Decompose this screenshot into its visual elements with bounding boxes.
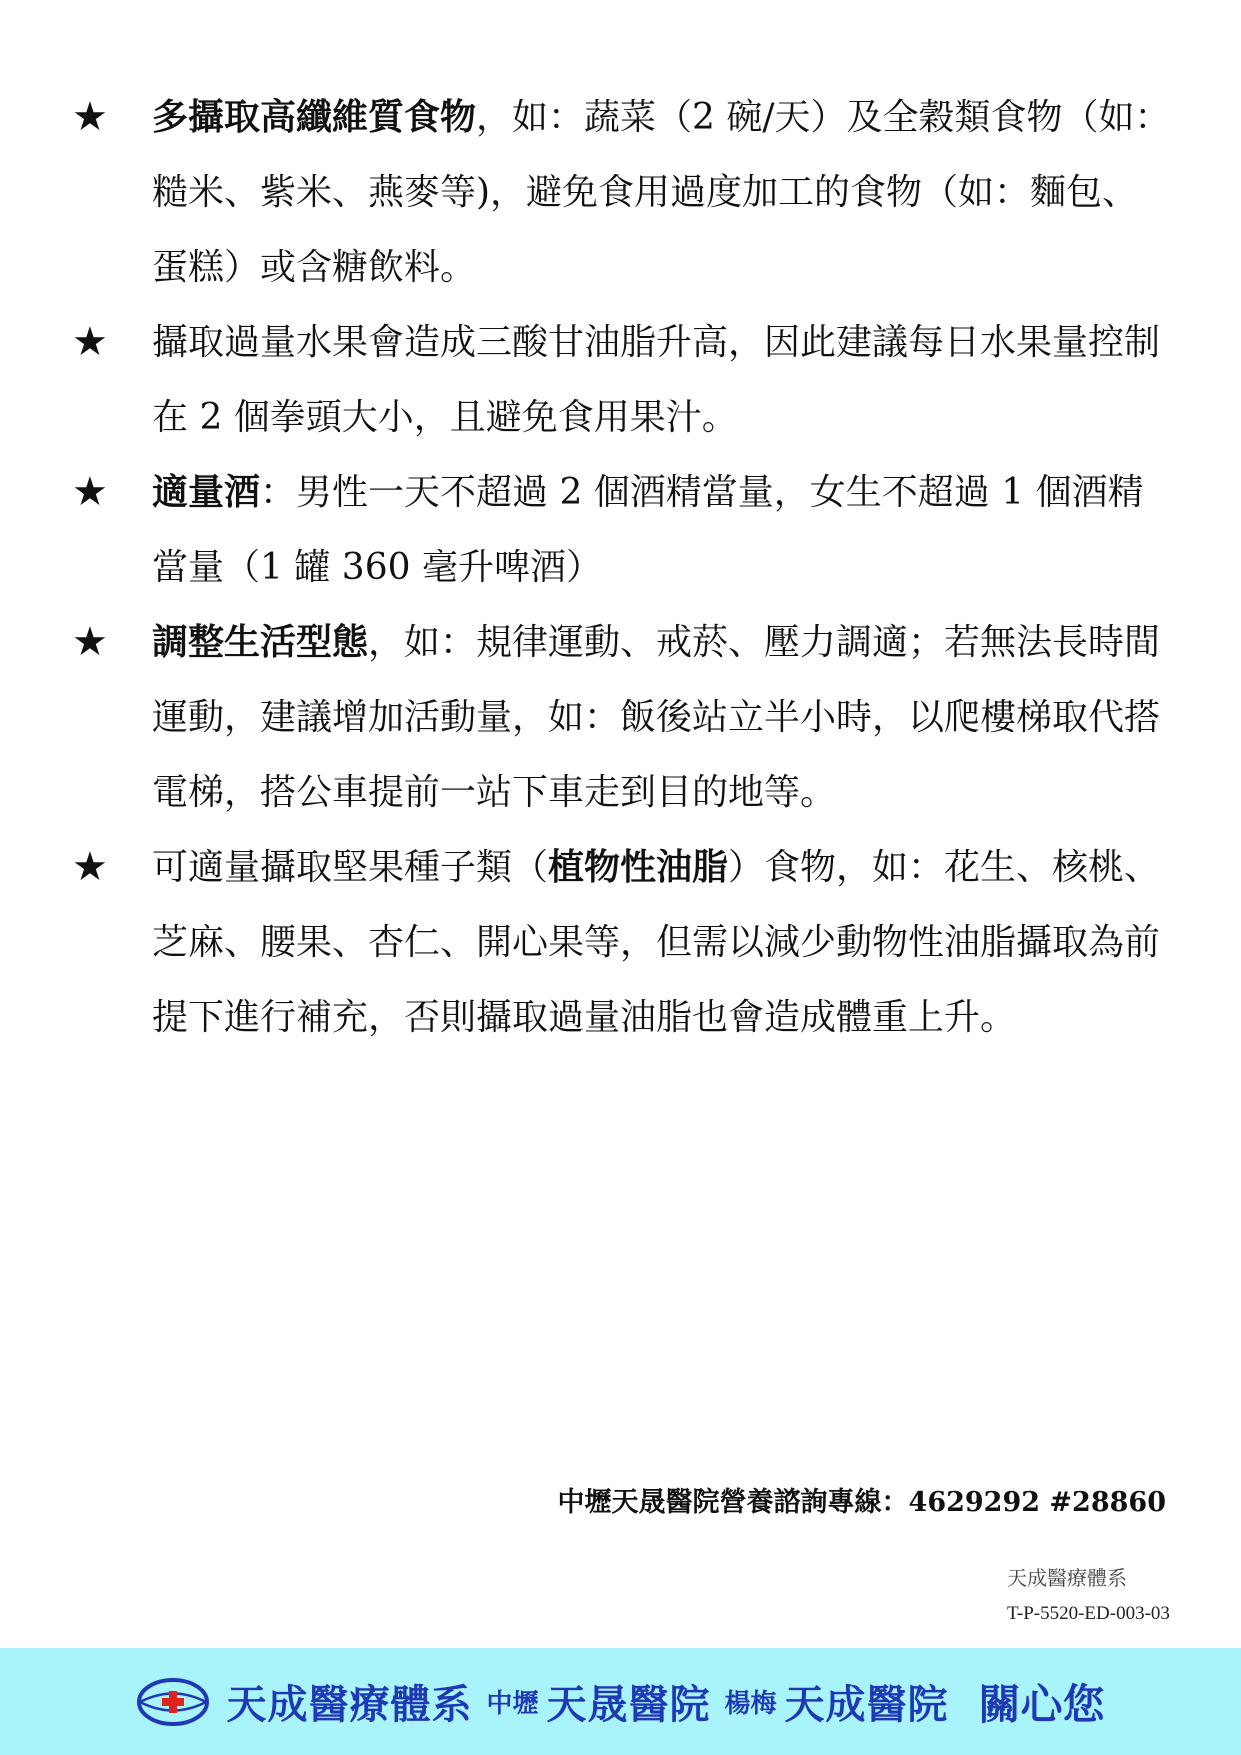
footer-hospital-1: 天晟醫院 [546,1682,711,1728]
star-icon: ★ [72,94,108,140]
star-icon: ★ [72,469,108,515]
advice-text: ）食物，如：花生、核桃、芝麻、腰果、杏仁、開心果等，但需以減少動物性油脂攝取為前提下進行補充，否則攝取過量油脂也會造成體重上升。 [152,847,1161,1038]
advice-list [72,80,1172,1055]
star-icon: ★ [72,844,108,890]
footer-group-name: 天成醫療體系 [226,1682,473,1728]
nutrition-hotline: 中壢天晟醫院營養諮詢專線：4629292 #28860 [557,1487,1166,1518]
advice-text: ：男性一天不超過 2 個酒精當量，女生不超過 1 個酒精當量（1 罐 360 毫升啤酒） [152,472,1144,588]
advice-text: ，如：蔬菜（2 碗/天）及全穀類食物（如：糙米、紫米、燕麥等)，避免食用過度加工的食物（如：麵包、蛋糕）或含糖飲料。 [152,97,1171,288]
star-icon: ★ [72,319,108,365]
org-name: 天成醫療體系 [1007,1566,1127,1590]
footer-banner [0,1648,1241,1755]
document-code: T-P-5520-ED-003-03 [1007,1603,1170,1624]
advice-heading: 多攝取高纖維質食物 [152,96,477,138]
hospital-logo-icon [136,1677,210,1727]
advice-item-fruit [72,305,1172,455]
footer-care-slogan: 關心您 [978,1679,1105,1729]
star-icon: ★ [72,619,108,665]
advice-heading: 適量酒 [152,471,261,513]
footer-hospital-2: 天成醫院 [784,1682,949,1728]
advice-heading: 植物性油脂 [548,846,729,888]
footer-location-1: 中壢 [486,1689,539,1719]
advice-heading: 調整生活型態 [152,621,369,663]
advice-item-lifestyle [72,605,1172,830]
advice-text: 攝取過量水果會造成三酸甘油脂升高，因此建議每日水果量控制在 2 個拳頭大小，且避免食用果汁。 [152,322,1161,438]
advice-item-fiber [72,80,1172,305]
advice-item-alcohol [72,455,1172,605]
advice-text: ，如：規律運動、戒菸、壓力調適；若無法長時間運動，建議增加活動量，如：飯後站立半小時，以爬樓梯取代搭電梯，搭公車提前一站下車走到目的地等。 [152,622,1161,813]
advice-text: 可適量攝取堅果種子類（ [152,847,549,888]
footer-location-2: 楊梅 [724,1689,777,1719]
advice-item-nuts [72,830,1172,1055]
